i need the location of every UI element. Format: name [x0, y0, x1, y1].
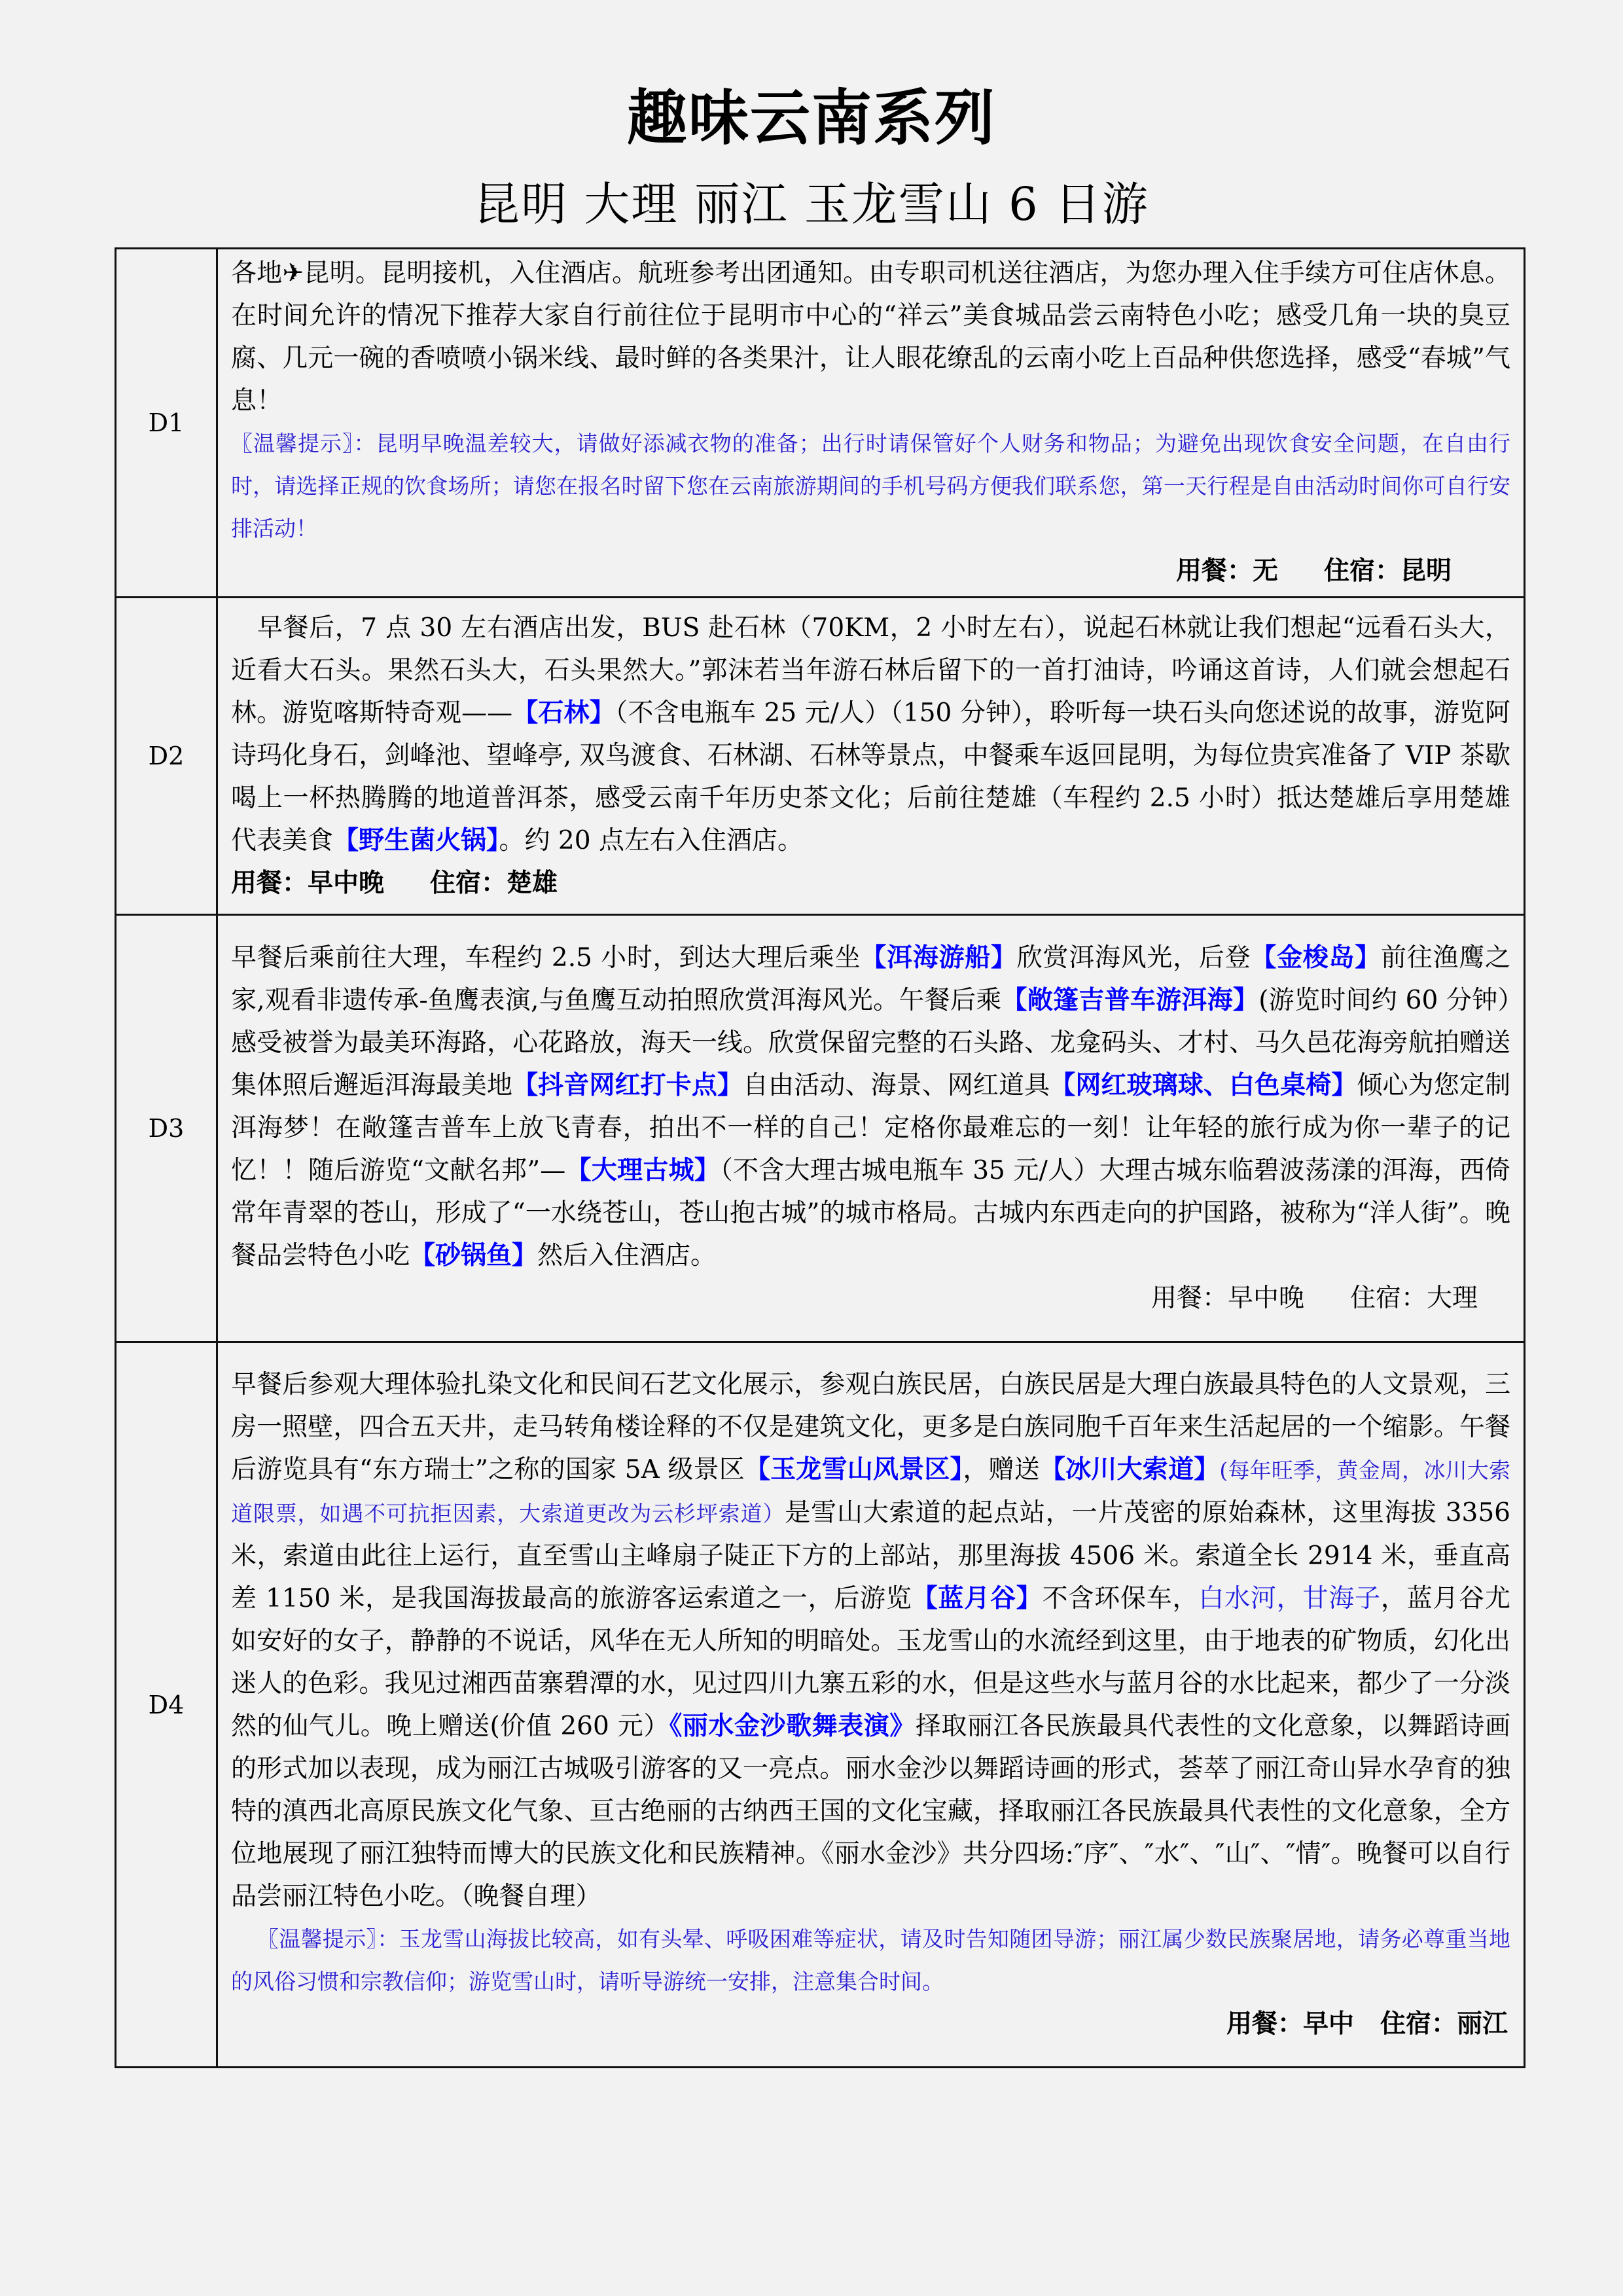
table-row-d1 [116, 249, 1525, 598]
lodging-info: 住宿：昆明 [1323, 556, 1452, 586]
text-segment: 自由活动、海景、网红道具 [743, 1070, 1050, 1100]
text-segment: 然后入住酒店。 [537, 1240, 717, 1270]
day-label: D1 [116, 249, 217, 598]
day-description [231, 1363, 1510, 1918]
highlight-jeep-tour: 【敞篷吉普车游洱海】 [1001, 984, 1259, 1015]
text-segment: 择取丽江各民族最具代表性的文化意象，以舞蹈诗画的形式加以表现，成为丽江古城吸引游客的又一亮点。丽水金沙以舞蹈诗画的形式，荟萃了丽江奇山异水孕育的独特的滇西北高原民族文化气象、亘古绝丽的古纳西王国的文化宝藏，择取丽江各民族最具代表性的文化意象，全方位地展现了丽江独特而博大的民族文化和民族精神。《丽水金沙》共分四场:″序″、″水″、″山″、″情″。晚餐可以自行品尝丽江特色小吃。（晚餐自理） [231, 1711, 1510, 1911]
highlight-casserole-fish: 【砂锅鱼】 [410, 1240, 538, 1270]
highlight-erhai-cruise: 【洱海游船】 [861, 942, 1017, 973]
text-segment: 前往渔鹰之家,观看非遗传承-鱼鹰表演,与鱼鹰互动拍照欣赏洱海风光。午餐后乘 [231, 942, 1510, 1015]
day-description: 各地✈昆明。昆明接机，入住酒店。航班参考出团通知。由专职司机送往酒店，为您办理入住手续方可住店休息。在时间允许的情况下推荐大家自行前往位于昆明市中心的“祥云”美食城品尝云南特色小吃；感受几角一块的臭豆腐、几元一碗的香喷喷小锅米线、最时鲜的各类果汁，让人眼花缭乱的云南小吃上百品种供您选择，感受“春城”气息！ [231, 259, 1510, 416]
table-row-d2 [116, 598, 1525, 915]
text-segment: (游览时间约 60 分钟）感受被誉为最美环海路，心花路放，海天一线。欣赏保留完整的石头路、龙龛码头、才村、马久邑花海旁航拍赠送集体照后邂逅洱海最美地 [231, 985, 1510, 1100]
table-row-d3 [116, 915, 1525, 1342]
day-label: D4 [116, 1342, 217, 2068]
cableway-note: (每年旺季，黄金周，冰川大索道限票，如遇不可抗拒因素，大索道更改为云杉坪索道） [231, 1457, 1510, 1526]
text-segment: 欣赏洱海风光，后登 [1016, 942, 1251, 973]
meals-info: 用餐：无 [1175, 556, 1278, 586]
day-description [231, 937, 1510, 1277]
highlight-jade-dragon: 【玉龙雪山风景区】 [744, 1454, 963, 1484]
highlight-impression-show: 《丽水金沙歌舞表演》 [669, 1710, 916, 1741]
text-segment: 早餐后，7 点 30 左右酒店出发，BUS 赴石林（70KM，2 小时左右），说起石林就让我们想起“远看石头大，近看大石头。果然石头大，石头果然大。”郭沫若当年游石林后留下的一首打油诗，吟诵这首诗，人们就会想起石林。游览喀斯特奇观—— [231, 613, 1510, 728]
text-segment: 倾心为您定制洱海梦！在敞篷吉普车上放飞青春，拍出不一样的自己！定格你最难忘的一刻！让年轻的旅行成为你一辈子的记忆！！随后游览“文献名邦”— [231, 1070, 1510, 1185]
text-segment: 。约 20 点左右入住酒店。 [499, 825, 803, 855]
day-label: D3 [116, 915, 217, 1342]
highlight-dali-old-town: 【大理古城】 [565, 1155, 721, 1185]
highlight-glacier-cableway: 【冰川大索道】 [1039, 1454, 1220, 1484]
text-segment: 是雪山大索道的起点站，一片茂密的原始森林，这里海拔 3356 米，索道由此往上运行，直至雪山主峰扇子陡正下方的上部站，那里海拔 4506 米。索道全长 2914 米，垂直高差 1150 米，是我国海拔最高的旅游客运索道之一，后游览 [231, 1498, 1510, 1613]
table-row-d4 [116, 1342, 1525, 2068]
day-description [231, 607, 1510, 862]
lodging-info: 住宿：楚雄 [430, 867, 558, 898]
text-segment: （不含大理古城电瓶车 35 元/人）大理古城东临碧波荡漾的洱海，西倚常年青翠的苍山，形成了“一水绕苍山，苍山抱古城”的城市格局。古城内东西走向的护国路，被称为“洋人街”。晚餐品尝特色小吃 [231, 1155, 1510, 1270]
day-content [217, 915, 1525, 1342]
highlight-stone-forest: 【石林】 [512, 697, 615, 728]
meals-info: 用餐：早中晚 [231, 867, 385, 898]
highlight-jinsuo-island: 【金梭岛】 [1251, 942, 1382, 973]
meals-lodging [231, 2003, 1510, 2045]
day-label: D2 [116, 598, 217, 915]
lodging-info: 住宿：大理 [1349, 1283, 1478, 1313]
day-content [217, 598, 1525, 915]
text-segment: ，赠送 [963, 1454, 1040, 1484]
highlight-douyin-spot: 【抖音网红打卡点】 [512, 1069, 743, 1100]
text-segment: ，蓝月谷尤如安好的女子，静静的不说话，风华在无人所知的明暗处。玉龙雪山的水流经到这里，由于地表的矿物质，幻化出迷人的色彩。我见过湘西苗寨碧潭的水，见过四川九寨五彩的水，但是这些水与蓝月谷的水比起来，都少了一分淡然的仙气儿。晚上赠送(价值 260 元） [231, 1583, 1510, 1741]
lodging-info: 住宿：丽江 [1380, 2008, 1508, 2039]
meals-lodging [231, 862, 1510, 905]
warm-tip: 〖温馨提示〗：玉龙雪山海拔比较高，如有头晕、呼吸困难等症状，请及时告知随团导游；丽江属少数民族聚居地，请务必尊重当地的风俗习惯和宗教信仰；游览雪山时，请听导游统一安排，注意集合时间。 [231, 1926, 1510, 1994]
text-segment: 早餐后参观大理体验扎染文化和民间石艺文化展示，参观白族民居，白族民居是大理白族最具特色的人文景观，三房一照壁，四合五天井，走马转角楼诠释的不仅是建筑文化，更多是白族同胞千百年来生活起居的一个缩影。午餐后游览具有“东方瑞士”之称的国家 5A 级景区 [231, 1369, 1510, 1484]
meals-info: 用餐：早中晚 [1150, 1283, 1304, 1313]
meals-lodging [231, 550, 1510, 592]
text-segment: 早餐后乘前往大理，车程约 2.5 小时，到达大理后乘坐 [231, 942, 861, 973]
meals-lodging [231, 1277, 1510, 1319]
text-segment: 不含环保车， [1042, 1583, 1199, 1613]
highlight-mushroom-hotpot: 【野生菌火锅】 [333, 825, 499, 855]
text-segment: （不含电瓶车 25 元/人）（150 分钟），聆听每一块石头向您述说的故事，游览阿诗玛化身石，剑峰池、望峰亭, 双鸟渡食、石林湖、石林等景点，中餐乘车返回昆明，为每位贵宾准备了 VIP 茶歇喝上一杯热腾腾的地道普洱茶，感受云南千年历史茶文化；后前往楚雄（车程约 2.5 小时）抵达楚雄后享用楚雄代表美食 [231, 698, 1510, 855]
page-subtitle: 昆明 大理 丽江 玉龙雪山 6 日游 [474, 177, 1149, 231]
highlight-blue-moon-valley: 【蓝月谷】 [912, 1583, 1043, 1613]
itinerary-table [115, 247, 1525, 2068]
highlight-glass-ball: 【网红玻璃球、白色桌椅】 [1050, 1069, 1357, 1100]
day-content [217, 249, 1525, 598]
page-title: 趣味云南系列 [626, 82, 996, 153]
day-content [217, 1342, 1525, 2068]
warm-tip: 〖温馨提示〗：昆明早晚温差较大，请做好添减衣物的准备；出行时请保管好个人财务和物品；为避免出现饮食安全问题，在自由行时，请选择正规的饮食场所；请您在报名时留下您在云南旅游期间的手机号码方便我们联系您，第一天行程是自由活动时间你可自行安排活动！ [231, 431, 1510, 541]
highlight-baishui-river: 白水河，甘海子 [1198, 1583, 1381, 1613]
meals-info: 用餐：早中 [1226, 2008, 1354, 2039]
